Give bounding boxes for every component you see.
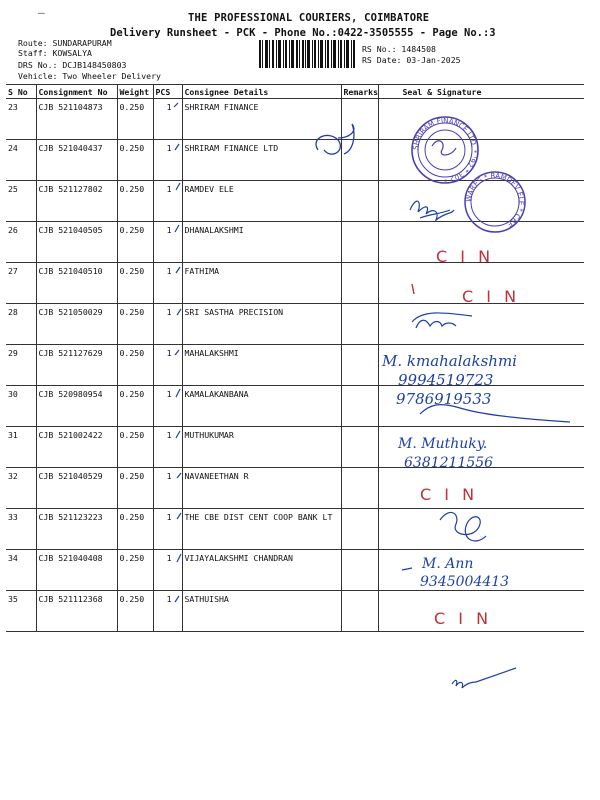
weight-cell: 0.250 [117, 140, 153, 181]
drs-number: DRS No.: DCJB148450803 [18, 60, 127, 70]
remarks-cell [341, 591, 378, 632]
table-row [6, 304, 584, 345]
consignee-cell: DHANALAKSHMI [182, 222, 341, 263]
weight-cell: 0.250 [117, 99, 153, 140]
signature-cell [378, 263, 584, 304]
weight-cell: 0.250 [117, 181, 153, 222]
col-sno-header: S No [6, 85, 36, 99]
sno-cell: 26 [6, 222, 36, 263]
handwritten-phone-29: 9994519723 [398, 371, 494, 389]
pcs-cell: 1 [153, 468, 182, 509]
consignment-cell: CJB 521040510 [36, 263, 117, 304]
consignment-cell: CJB 521123223 [36, 509, 117, 550]
remarks-cell [341, 468, 378, 509]
weight-cell: 0.250 [117, 263, 153, 304]
consignment-cell: CJB 521127629 [36, 345, 117, 386]
consignee-cell: MUTHUKUMAR [182, 427, 341, 468]
remarks-cell [341, 386, 378, 427]
col-consignee-header: Consignee Details [182, 85, 341, 99]
cin-mark: C I N [436, 247, 495, 266]
weight-cell: 0.250 [117, 427, 153, 468]
signature-cell [378, 468, 584, 509]
sno-cell: 32 [6, 468, 36, 509]
weight-cell: 0.250 [117, 468, 153, 509]
vehicle-label: Vehicle: Two Wheeler Delivery [18, 71, 161, 81]
remarks-cell [341, 222, 378, 263]
staff-label: Staff: KOWSALYA [18, 48, 92, 58]
consignee-cell: VIJAYALAKSHMI CHANDRAN [182, 550, 341, 591]
remarks-cell [341, 427, 378, 468]
route-label: Route: SUNDARAPURAM [18, 38, 112, 48]
col-remarks-header: Remarks [341, 85, 378, 99]
shriram-stamp-text: SHRIRAM FINANCE LTD. * '92 * 302 * [411, 116, 479, 184]
consignment-cell: CJB 521050029 [36, 304, 117, 345]
rs-date: RS Date: 03-Jan-2025 [362, 55, 461, 65]
sno-cell: 34 [6, 550, 36, 591]
consignee-cell: SHRIRAM FINANCE [182, 99, 341, 140]
table-row [6, 591, 584, 632]
weight-cell: 0.250 [117, 222, 153, 263]
remarks-cell [341, 550, 378, 591]
col-signature-header: Seal & Signature [378, 85, 584, 99]
handwritten-phone-30: 9786919533 [396, 390, 492, 408]
sno-cell: 25 [6, 181, 36, 222]
cin-mark: C I N [420, 485, 479, 504]
pcs-cell: 1 [153, 181, 182, 222]
sno-cell: 31 [6, 427, 36, 468]
table-row [6, 468, 584, 509]
sno-cell: 24 [6, 140, 36, 181]
handwritten-phone-34: 9345004413 [420, 574, 510, 590]
weight-cell: 0.250 [117, 509, 153, 550]
pcs-cell: 1 [153, 140, 182, 181]
remarks-cell [341, 509, 378, 550]
col-weight-header: Weight [117, 85, 153, 99]
consignment-cell: CJB 521040529 [36, 468, 117, 509]
pcs-cell: 1 [153, 263, 182, 304]
consignee-cell: SRI SASTHA PRECISION [182, 304, 341, 345]
cin-mark: C I N [434, 609, 493, 628]
signature-cell [378, 345, 584, 386]
weight-cell: 0.250 [117, 345, 153, 386]
table-row [6, 222, 584, 263]
pcs-cell: 1 [153, 591, 182, 632]
signature-cell [378, 181, 584, 222]
remarks-cell [341, 99, 378, 140]
consignment-cell: CJB 521112368 [36, 591, 117, 632]
pcs-cell: 1 [153, 427, 182, 468]
table-row [6, 140, 584, 181]
signature-cell [378, 222, 584, 263]
table-row [6, 427, 584, 468]
table-row [6, 263, 584, 304]
consignee-cell: KAMALAKANBANA [182, 386, 341, 427]
consignee-cell: NAVANEETHAN R [182, 468, 341, 509]
sno-cell: 27 [6, 263, 36, 304]
pcs-cell: 1 [153, 222, 182, 263]
pcs-cell: 1 [153, 550, 182, 591]
runsheet-subtitle: Delivery Runsheet - PCK - Phone No.:0422-3505555 - Page No.:3 [110, 27, 496, 39]
remarks-cell [341, 263, 378, 304]
consignee-cell: THE CBE DIST CENT COOP BANK LT [182, 509, 341, 550]
weight-cell: 0.250 [117, 550, 153, 591]
table-row [6, 181, 584, 222]
consignment-cell: CJB 520980954 [36, 386, 117, 427]
handwritten-name-31: M. Muthuky. [398, 436, 488, 452]
pcs-cell: 1 [153, 386, 182, 427]
consignment-cell: CJB 521104873 [36, 99, 117, 140]
sno-cell: 33 [6, 509, 36, 550]
sno-cell: 30 [6, 386, 36, 427]
signature-cell [378, 304, 584, 345]
signature-cell [378, 591, 584, 632]
pcs-cell: 1 [153, 304, 182, 345]
runsheet-table [6, 84, 584, 632]
signature-cell [378, 427, 584, 468]
remarks-cell [341, 345, 378, 386]
col-consignment-header: Consignment No [36, 85, 117, 99]
handwritten-name-29: M. kmahalakshmi [382, 352, 517, 370]
consignee-cell: MAHALAKSHMI [182, 345, 341, 386]
consignee-cell: FATHIMA [182, 263, 341, 304]
handwritten-phone-31: 6381211556 [404, 455, 494, 471]
table-header-row [6, 85, 584, 99]
sno-cell: 23 [6, 99, 36, 140]
table-row [6, 550, 584, 591]
signature-cell [378, 140, 584, 181]
rs-number: RS No.: 1484508 [362, 44, 436, 54]
table-row [6, 509, 584, 550]
pcs-cell: 1 [153, 345, 182, 386]
pcs-cell: 1 [153, 509, 182, 550]
signature-cell [378, 99, 584, 140]
table-row [6, 345, 584, 386]
weight-cell: 0.250 [117, 304, 153, 345]
corner-mark: — [38, 6, 45, 19]
remarks-cell [341, 140, 378, 181]
pcs-cell: 1 [153, 99, 182, 140]
handwritten-name-34: M. Ann [422, 556, 474, 572]
table-row [6, 386, 584, 427]
remarks-cell [341, 304, 378, 345]
consignment-cell: CJB 521040437 [36, 140, 117, 181]
sno-cell: 35 [6, 591, 36, 632]
col-pcs-header: PCS [153, 85, 182, 99]
signature-cell [378, 509, 584, 550]
weight-cell: 0.250 [117, 591, 153, 632]
table-row [6, 99, 584, 140]
barcode [259, 40, 357, 68]
sno-cell: 28 [6, 304, 36, 345]
consignment-cell: CJB 521040505 [36, 222, 117, 263]
remarks-cell [341, 181, 378, 222]
weight-cell: 0.250 [117, 386, 153, 427]
signature-cell [378, 550, 584, 591]
consignee-cell: RAMDEV ELE [182, 181, 341, 222]
sno-cell: 29 [6, 345, 36, 386]
consignee-cell: SATHUISHA [182, 591, 341, 632]
signature-cell [378, 386, 584, 427]
company-title: THE PROFESSIONAL COURIERS, COIMBATORE [188, 12, 430, 24]
consignment-cell: CJB 521127802 [36, 181, 117, 222]
consignee-cell: SHRIRAM FINANCE LTD [182, 140, 341, 181]
consignment-cell: CJB 521040408 [36, 550, 117, 591]
consignment-cell: CJB 521002422 [36, 427, 117, 468]
bottom-initials [452, 668, 516, 688]
cin-mark: C I N [462, 287, 521, 306]
ramdev-stamp-text: WARES * RAMDEV ELE * CBE [464, 171, 526, 229]
